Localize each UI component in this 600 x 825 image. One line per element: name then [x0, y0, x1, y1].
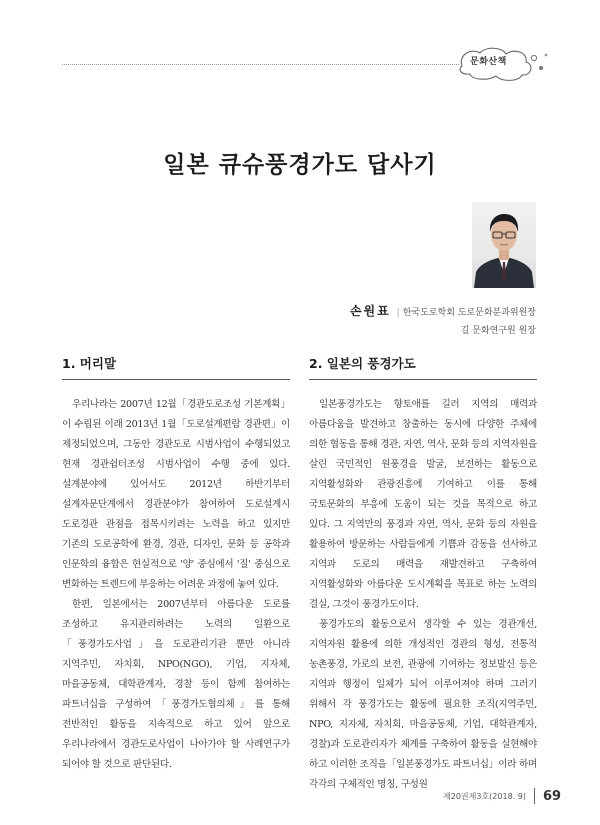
author-separator: | — [396, 308, 400, 318]
author-byline — [350, 302, 536, 336]
author-line-1 — [350, 302, 536, 319]
author-name: 손원표 — [349, 304, 391, 318]
issue-label: 제20권제3호(2018. 9) — [443, 791, 526, 801]
author-photo — [472, 202, 536, 288]
author-affiliation: 한국도로학회 도로문화분과위원장 — [402, 308, 536, 318]
body-paragraph: 풍경가도의 활동으로서 생각할 수 있는 경관개선, 지역자원 활용에 의한 개성적인 경관의 형성, 전통적 농촌풍경, 가로의 보전, 관광에 기여하는 정보발신 등은 지역과 행정이 일체가 되어 이루어져야 하며 그러기 위해서 각 풍경가도는 활동에 필요한 조직(지역주민, NPO, 지자체, 자치회, 마을공동체, 기업, 대학관계자, 경찰)과 도로관리자가 체계를 구축하여 활동을 실현해야 하고 이러한 조직을「일본풍경가도 파트너십」이라 하며 각각의 구체적인 명칭, 구성원 — [309, 619, 537, 790]
header-dotted-rule — [62, 64, 459, 65]
body-paragraph: 일본풍경가도는 향토애를 길러 지역의 매력과 아름다움을 발견하고 창출하는 동시에 다양한 주체에 의한 협동을 통해 경관, 자연, 역사, 문화 등의 지역자원을 살린 국민적인 원풍경을 발굴, 보전하는 활동으로 지역활성화와 관광진흥에 기여하고 이를 통해 국토문화의 부흥에 도움이 되는 것을 목적으로 하고 있다. 그 지역만의 풍경과 자연, 역사, 문화 등의 자원을 활용하여 방문하는 사람들에게 기쁨과 감동을 선사하고 지역과 도로의 매력을 재발견하고 구축하여 지역활성화와 아름다운 도시계획을 목표로 하는 노력의 결실, 그것이 풍경가도이다. — [309, 399, 537, 610]
column-left — [62, 354, 290, 775]
body-paragraph: 우리나라는 2007년 12월「경관도로조성 기본계획」이 수립된 이래 2013년 1월「도로설계편람 경관편」이 제정되었으며, 그동안 경관도로 시범사업이 수행되었고 현재 경관쉼터조성 시범사업이 수행 중에 있다. 설계분야에 있어서도 2012년 하반기부터 설계자문단계에서 경관분야가 참여하여 도로설계시 도로경관 관점을 접목시키려는 노력을 하고 있지만 기존의 도로공학에 환경, 경관, 디자인, 문화 등 공학과 인문학의 융합은 현실적으로 '양' 중심에서 '질' 중심으로 변화하는 트렌드에 부응하는 어려운 과정에 놓여 있다. — [62, 399, 290, 590]
body-paragraph: 한편, 일본에서는 2007년부터 아름다운 도로를 조성하고 유지관리하려는 노력의 일환으로「풍경가도사업」을 도로관리기관 뿐만 아니라 지역주민, 자치회, NPO(NGO), 기업, 지자체, 마을공동체, 대학관계자, 경찰 등이 함께 참여하는 파트너십을 구성하여「풍경가도협의체」를 통해 전반적인 활동을 지속적으로 하고 있어 앞으로 우리나라에서 경관도로사업이 나아가야 할 사례연구가 되어야 할 것으로 판단된다. — [62, 599, 290, 770]
author-position: 길 문화연구원 원장 — [460, 326, 536, 336]
author-portrait-icon — [472, 202, 536, 288]
section-tag-label: 문화산책 — [470, 57, 507, 67]
section-tag — [456, 44, 551, 84]
page-number: 69 — [542, 788, 562, 804]
section-heading-introduction: 1. 머리말 — [62, 354, 290, 380]
column-right — [309, 354, 537, 795]
page-footer — [443, 788, 561, 804]
article-title: 일본 큐슈풍경가도 답사기 — [163, 151, 437, 178]
section-heading-scenic-byways: 2. 일본의 풍경가도 — [309, 354, 537, 380]
footer-divider — [534, 788, 535, 804]
